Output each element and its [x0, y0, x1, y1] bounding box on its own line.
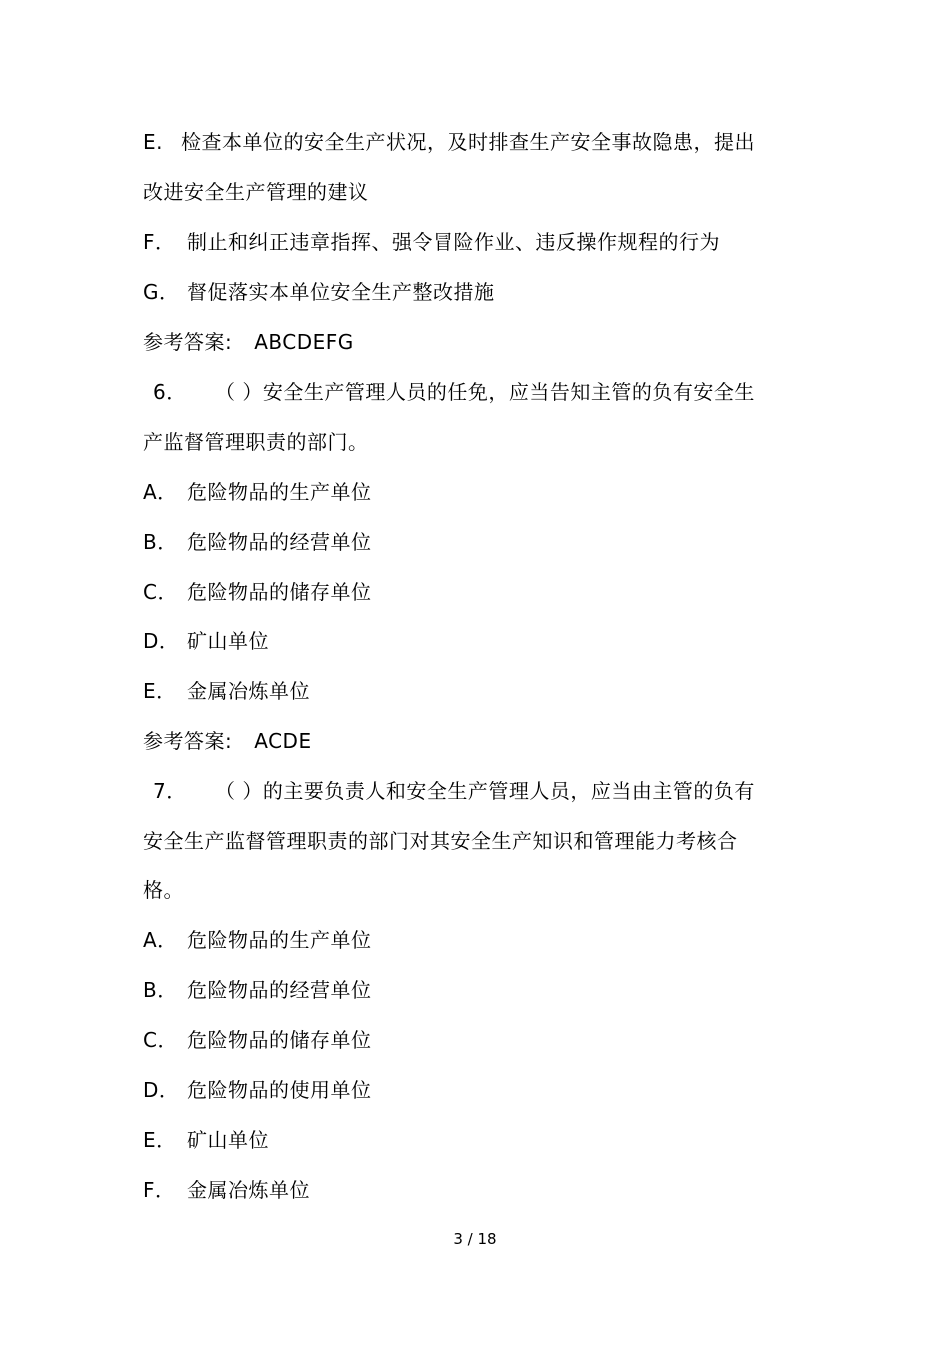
q6-answer — [143, 729, 312, 753]
q6-option-b — [143, 530, 372, 554]
q7-stem-line3: 格。 — [143, 878, 184, 902]
q6-option-d — [143, 629, 269, 653]
option-label: D． — [143, 629, 180, 653]
option-label: E. — [143, 130, 163, 154]
option-text: 危险物品的生产单位 — [187, 480, 372, 504]
q6-stem-line1 — [153, 380, 755, 404]
option-text: 金属冶炼单位 — [187, 1178, 310, 1202]
q5-answer — [143, 330, 354, 354]
q7-option-e — [143, 1128, 269, 1152]
question-number: 7． — [153, 779, 187, 803]
option-label: G． — [143, 280, 180, 304]
answer-label: 参考答案: — [143, 729, 233, 753]
option-label: C． — [143, 1028, 178, 1052]
q7-option-c — [143, 1028, 372, 1052]
q5-option-e-line2: 改进安全生产管理的建议 — [143, 180, 369, 204]
option-text: 督促落实本单位安全生产整改措施 — [187, 280, 495, 304]
question-number: 6． — [153, 380, 187, 404]
question-stem: （ ）的主要负责人和安全生产管理人员，应当由主管的负有 — [215, 779, 755, 803]
q7-stem-line2: 安全生产监督管理职责的部门对其安全生产知识和管理能力考核合 — [143, 829, 738, 853]
option-label: F． — [143, 230, 176, 254]
option-text: 检查本单位的安全生产状况，及时排查生产安全事故隐患，提出 — [181, 130, 755, 154]
option-label: E． — [143, 1128, 177, 1152]
option-label: F． — [143, 1178, 176, 1202]
page-indicator: 3 / 18 — [453, 1230, 497, 1248]
q5-option-g — [143, 280, 495, 304]
option-text: 危险物品的使用单位 — [187, 1078, 372, 1102]
option-label: C． — [143, 580, 178, 604]
q6-stem-line2: 产监督管理职责的部门。 — [143, 430, 369, 454]
option-text: 矿山单位 — [187, 1128, 269, 1152]
option-text: 矿山单位 — [187, 629, 269, 653]
q7-option-b — [143, 978, 372, 1002]
option-label: E． — [143, 679, 177, 703]
option-text: 金属冶炼单位 — [187, 679, 310, 703]
q7-option-d — [143, 1078, 372, 1102]
option-text: 危险物品的生产单位 — [187, 928, 372, 952]
q6-option-c — [143, 580, 372, 604]
q7-option-a — [143, 928, 372, 952]
option-text: 制止和纠正违章指挥、强令冒险作业、违反操作规程的行为 — [187, 230, 720, 254]
option-text: 危险物品的经营单位 — [187, 978, 372, 1002]
question-stem: （ ）安全生产管理人员的任免，应当告知主管的负有安全生 — [215, 380, 755, 404]
q5-option-e-line1 — [143, 130, 755, 154]
q5-option-f — [143, 230, 720, 254]
q6-option-a — [143, 480, 372, 504]
option-label: D． — [143, 1078, 180, 1102]
q7-option-f — [143, 1178, 310, 1202]
option-text: 危险物品的储存单位 — [187, 580, 372, 604]
option-text: 危险物品的储存单位 — [187, 1028, 372, 1052]
q6-option-e — [143, 679, 310, 703]
option-label: A． — [143, 480, 178, 504]
answer-value: ACDE — [254, 729, 312, 753]
answer-label: 参考答案: — [143, 330, 233, 354]
option-label: B． — [143, 978, 178, 1002]
q7-stem-line1 — [153, 779, 755, 803]
option-text: 危险物品的经营单位 — [187, 530, 372, 554]
option-label: A． — [143, 928, 178, 952]
option-label: B． — [143, 530, 178, 554]
answer-value: ABCDEFG — [254, 330, 354, 354]
